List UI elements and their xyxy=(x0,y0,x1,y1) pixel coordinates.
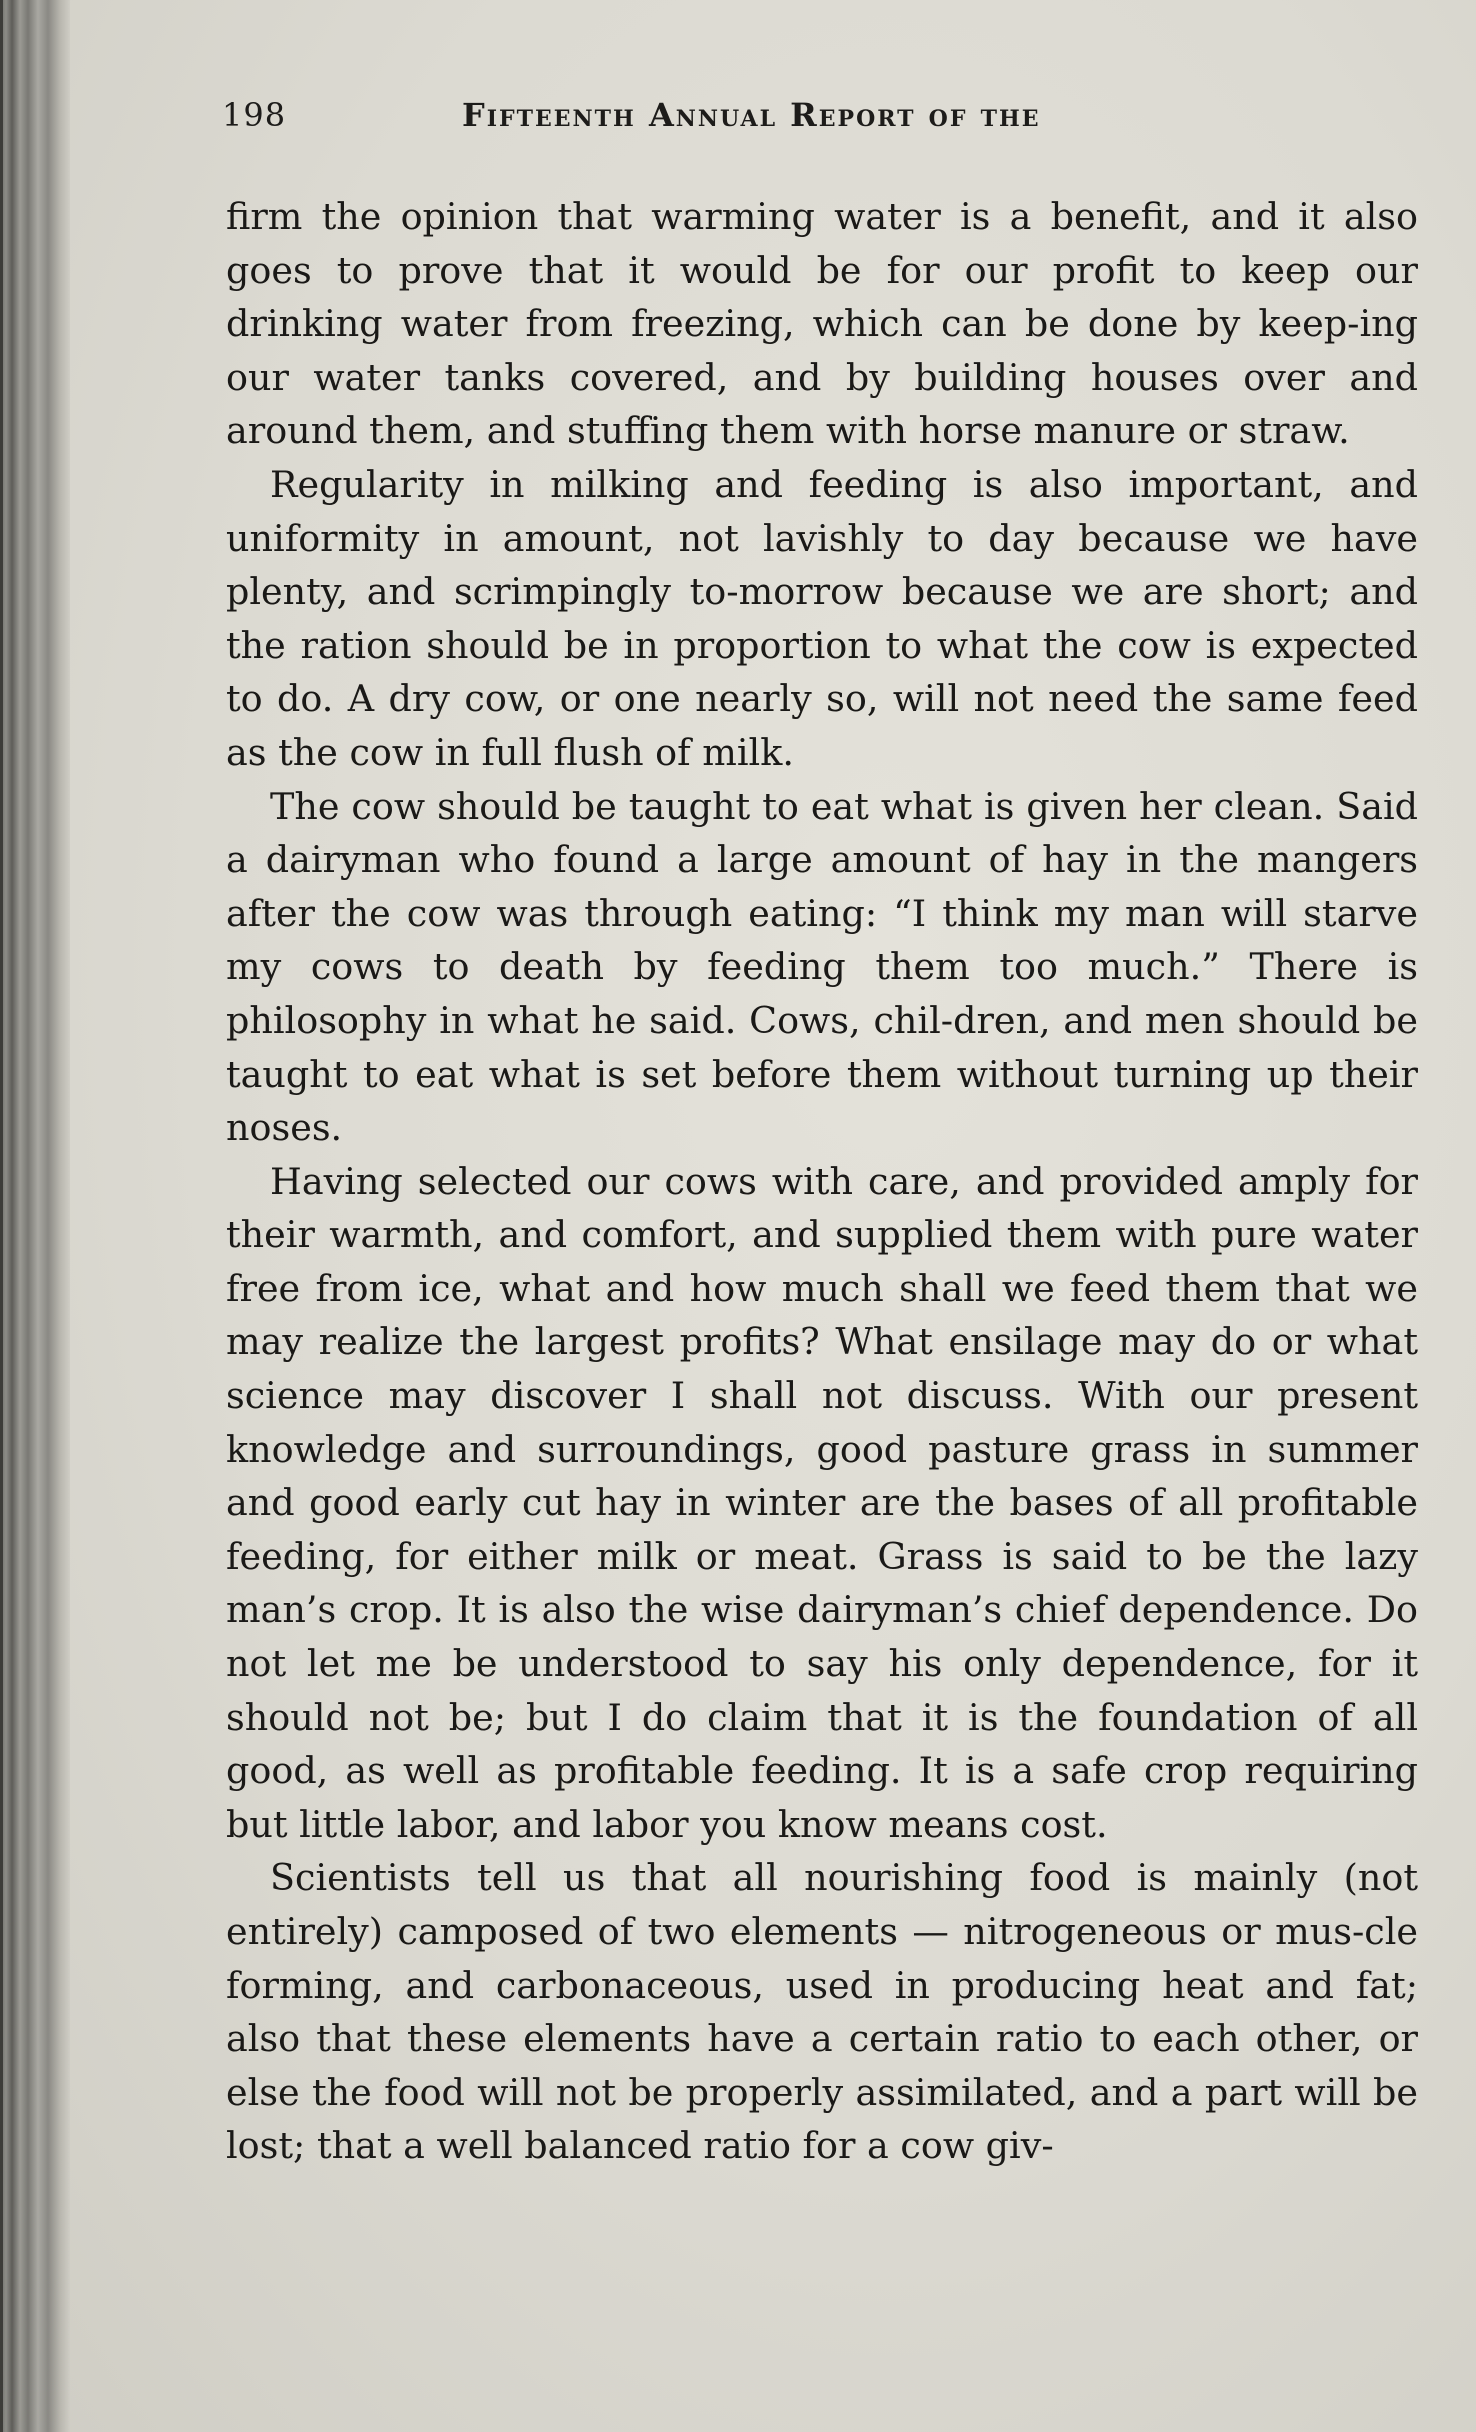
paragraph-feeding: Having selected our cows with care, and provided amply for their warmth, and comfort, and supplied them with pure water free from ice, what and how much shall we feed them that we may realize the largest profits? What ensilage may do or what science may discover I shall not discuss. With our present knowledge and surroundings, good pasture grass in summer and good early cut hay in winter are the bases of all profitable feeding, for either milk or meat. Grass is said to be the lazy man’s crop. It is also the wise dairyman’s chief dependence. Do not let me be understood to say his only dependence, for it should not be; but I do claim that it is the foundation of all good, as well as profitable feeding. It is a safe crop requiring but little labor, and labor you know means cost. xyxy=(226,1159,1418,1846)
running-head xyxy=(222,96,1422,146)
running-head-title: Fifteenth Annual Report of the xyxy=(462,96,1041,134)
paragraph-continued: firm the opinion that warming water is a benefit, and it also goes to prove that it would be for our profit to keep our drinking water from freezing, which can be done by keep-ing our water tanks covered, and by building houses over and around them, and stuffing them with horse manure or straw. xyxy=(226,195,1418,453)
paragraph-regularity: Regularity in milking and feeding is also important, and uniformity in amount, not lavishly to day because we have plenty, and scrimpingly to-morrow because we are short; and the ration should be in proportion to what the cow is expected to do. A dry cow, or one nearly so, will not need the same feed as the cow in full flush of milk. xyxy=(226,462,1418,774)
paragraph-scientists: Scientists tell us that all nourishing food is mainly (not entirely) camposed of two elements — nitrogeneous or mus-cle forming, and carbonaceous, used in producing heat and fat; also that these elements have a certain ratio to each other, or else the food will not be properly assimilated, and a part will be lost; that a well balanced ratio for a cow giv- xyxy=(226,1856,1418,2168)
book-spine-shadow xyxy=(0,0,70,2432)
spine-edge-line xyxy=(0,0,3,2432)
page-number: 198 xyxy=(222,96,287,134)
body-text xyxy=(226,190,1418,2173)
paragraph-cow-taught: The cow should be taught to eat what is given her clean. Said a dairyman who found a large amount of hay in the mangers after the cow was through eating: “I think my man will starve my cows to death by feeding them too much.” There is philosophy in what he said. Cows, chil-dren, and men should be taught to eat what is set before them without turning up their noses. xyxy=(226,784,1418,1150)
